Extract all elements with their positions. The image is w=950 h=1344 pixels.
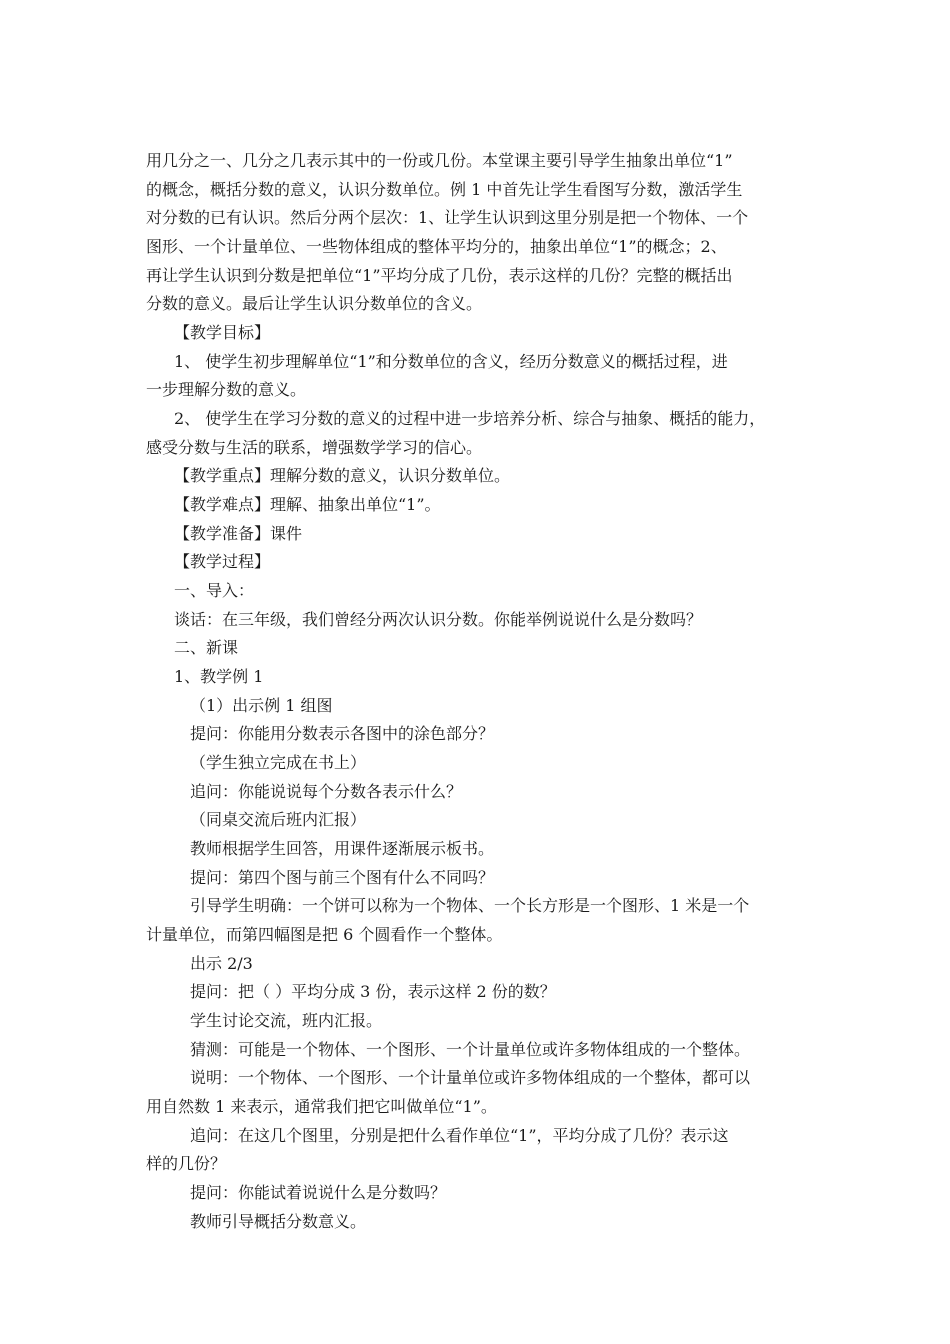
- text-line: 2、 使学生在学习分数的意义的过程中进一步培养分析、综合与抽象、概括的能力，: [174, 409, 766, 428]
- text-line: 追问：你能说说每个分数各表示什么？: [190, 782, 463, 801]
- section-heading: 【教学难点】理解、抽象出单位“1”。: [174, 495, 441, 514]
- text-line: 提问：第四个图与前三个图有什么不同吗？: [190, 868, 495, 887]
- text-line: 图形、一个计量单位、一些物体组成的整体平均分的，抽象出单位“1”的概念；2、: [146, 237, 727, 256]
- text-line: 学生讨论交流，班内汇报。: [190, 1011, 383, 1030]
- text-line: 一、导入：: [174, 581, 255, 600]
- text-line: 再让学生认识到分数是把单位“1”平均分成了几份，表示这样的几份？完整的概括出: [146, 266, 733, 285]
- text-line: 计量单位，而第四幅图是把 6 个圆看作一个整体。: [146, 925, 503, 944]
- text-line: （同桌交流后班内汇报）: [190, 810, 367, 829]
- section-heading: 【教学重点】理解分数的意义，认识分数单位。: [174, 466, 511, 485]
- section-heading: 【教学过程】: [174, 552, 271, 571]
- text-line: 的概念，概括分数的意义，认识分数单位。例 1 中首先让学生看图写分数，激活学生: [146, 180, 743, 199]
- text-line: 样的几份？: [146, 1154, 227, 1173]
- text-line: 用几分之一、几分之几表示其中的一份或几份。本堂课主要引导学生抽象出单位“1”: [146, 151, 733, 170]
- text-line: 教师根据学生回答，用课件逐渐展示板书。: [190, 839, 495, 858]
- text-line: 追问：在这几个图里，分别是把什么看作单位“1”，平均分成了几份？表示这: [190, 1126, 729, 1145]
- text-line: 引导学生明确：一个饼可以称为一个物体、一个长方形是一个图形、1 米是一个: [190, 896, 750, 915]
- text-line: 提问：把（ ）平均分成 3 份，表示这样 2 份的数？: [190, 982, 556, 1001]
- section-heading: 【教学准备】课件: [174, 524, 303, 543]
- text-line: 1、教学例 1: [174, 667, 264, 686]
- text-line: 教师引导概括分数意义。: [190, 1212, 367, 1231]
- text-line: 感受分数与生活的联系，增强数学学习的信心。: [146, 438, 483, 457]
- text-line: 猜测：可能是一个物体、一个图形、一个计量单位或许多物体组成的一个整体。: [190, 1040, 751, 1059]
- text-line: 二、新课: [174, 638, 239, 657]
- text-line: 分数的意义。最后让学生认识分数单位的含义。: [146, 294, 483, 313]
- text-line: 提问：你能试着说说什么是分数吗？: [190, 1183, 447, 1202]
- text-line: 用自然数 1 来表示，通常我们把它叫做单位“1”。: [146, 1097, 497, 1116]
- text-line: 谈话：在三年级，我们曾经分两次认识分数。你能举例说说什么是分数吗？: [174, 610, 703, 629]
- text-line: 提问：你能用分数表示各图中的涂色部分？: [190, 724, 495, 743]
- text-line: （学生独立完成在书上）: [190, 753, 367, 772]
- text-line: 对分数的已有认识。然后分两个层次：1、让学生认识到这里分别是把一个物体、一个: [146, 208, 749, 227]
- text-line: （1）出示例 1 组图: [190, 696, 333, 715]
- text-line: 1、 使学生初步理解单位“1”和分数单位的含义，经历分数意义的概括过程，进: [174, 352, 728, 371]
- text-line: 一步理解分数的意义。: [146, 380, 307, 399]
- text-line: 出示 2/3: [190, 954, 253, 973]
- text-line: 说明：一个物体、一个图形、一个计量单位或许多物体组成的一个整体，都可以: [190, 1068, 751, 1087]
- section-heading: 【教学目标】: [174, 323, 271, 342]
